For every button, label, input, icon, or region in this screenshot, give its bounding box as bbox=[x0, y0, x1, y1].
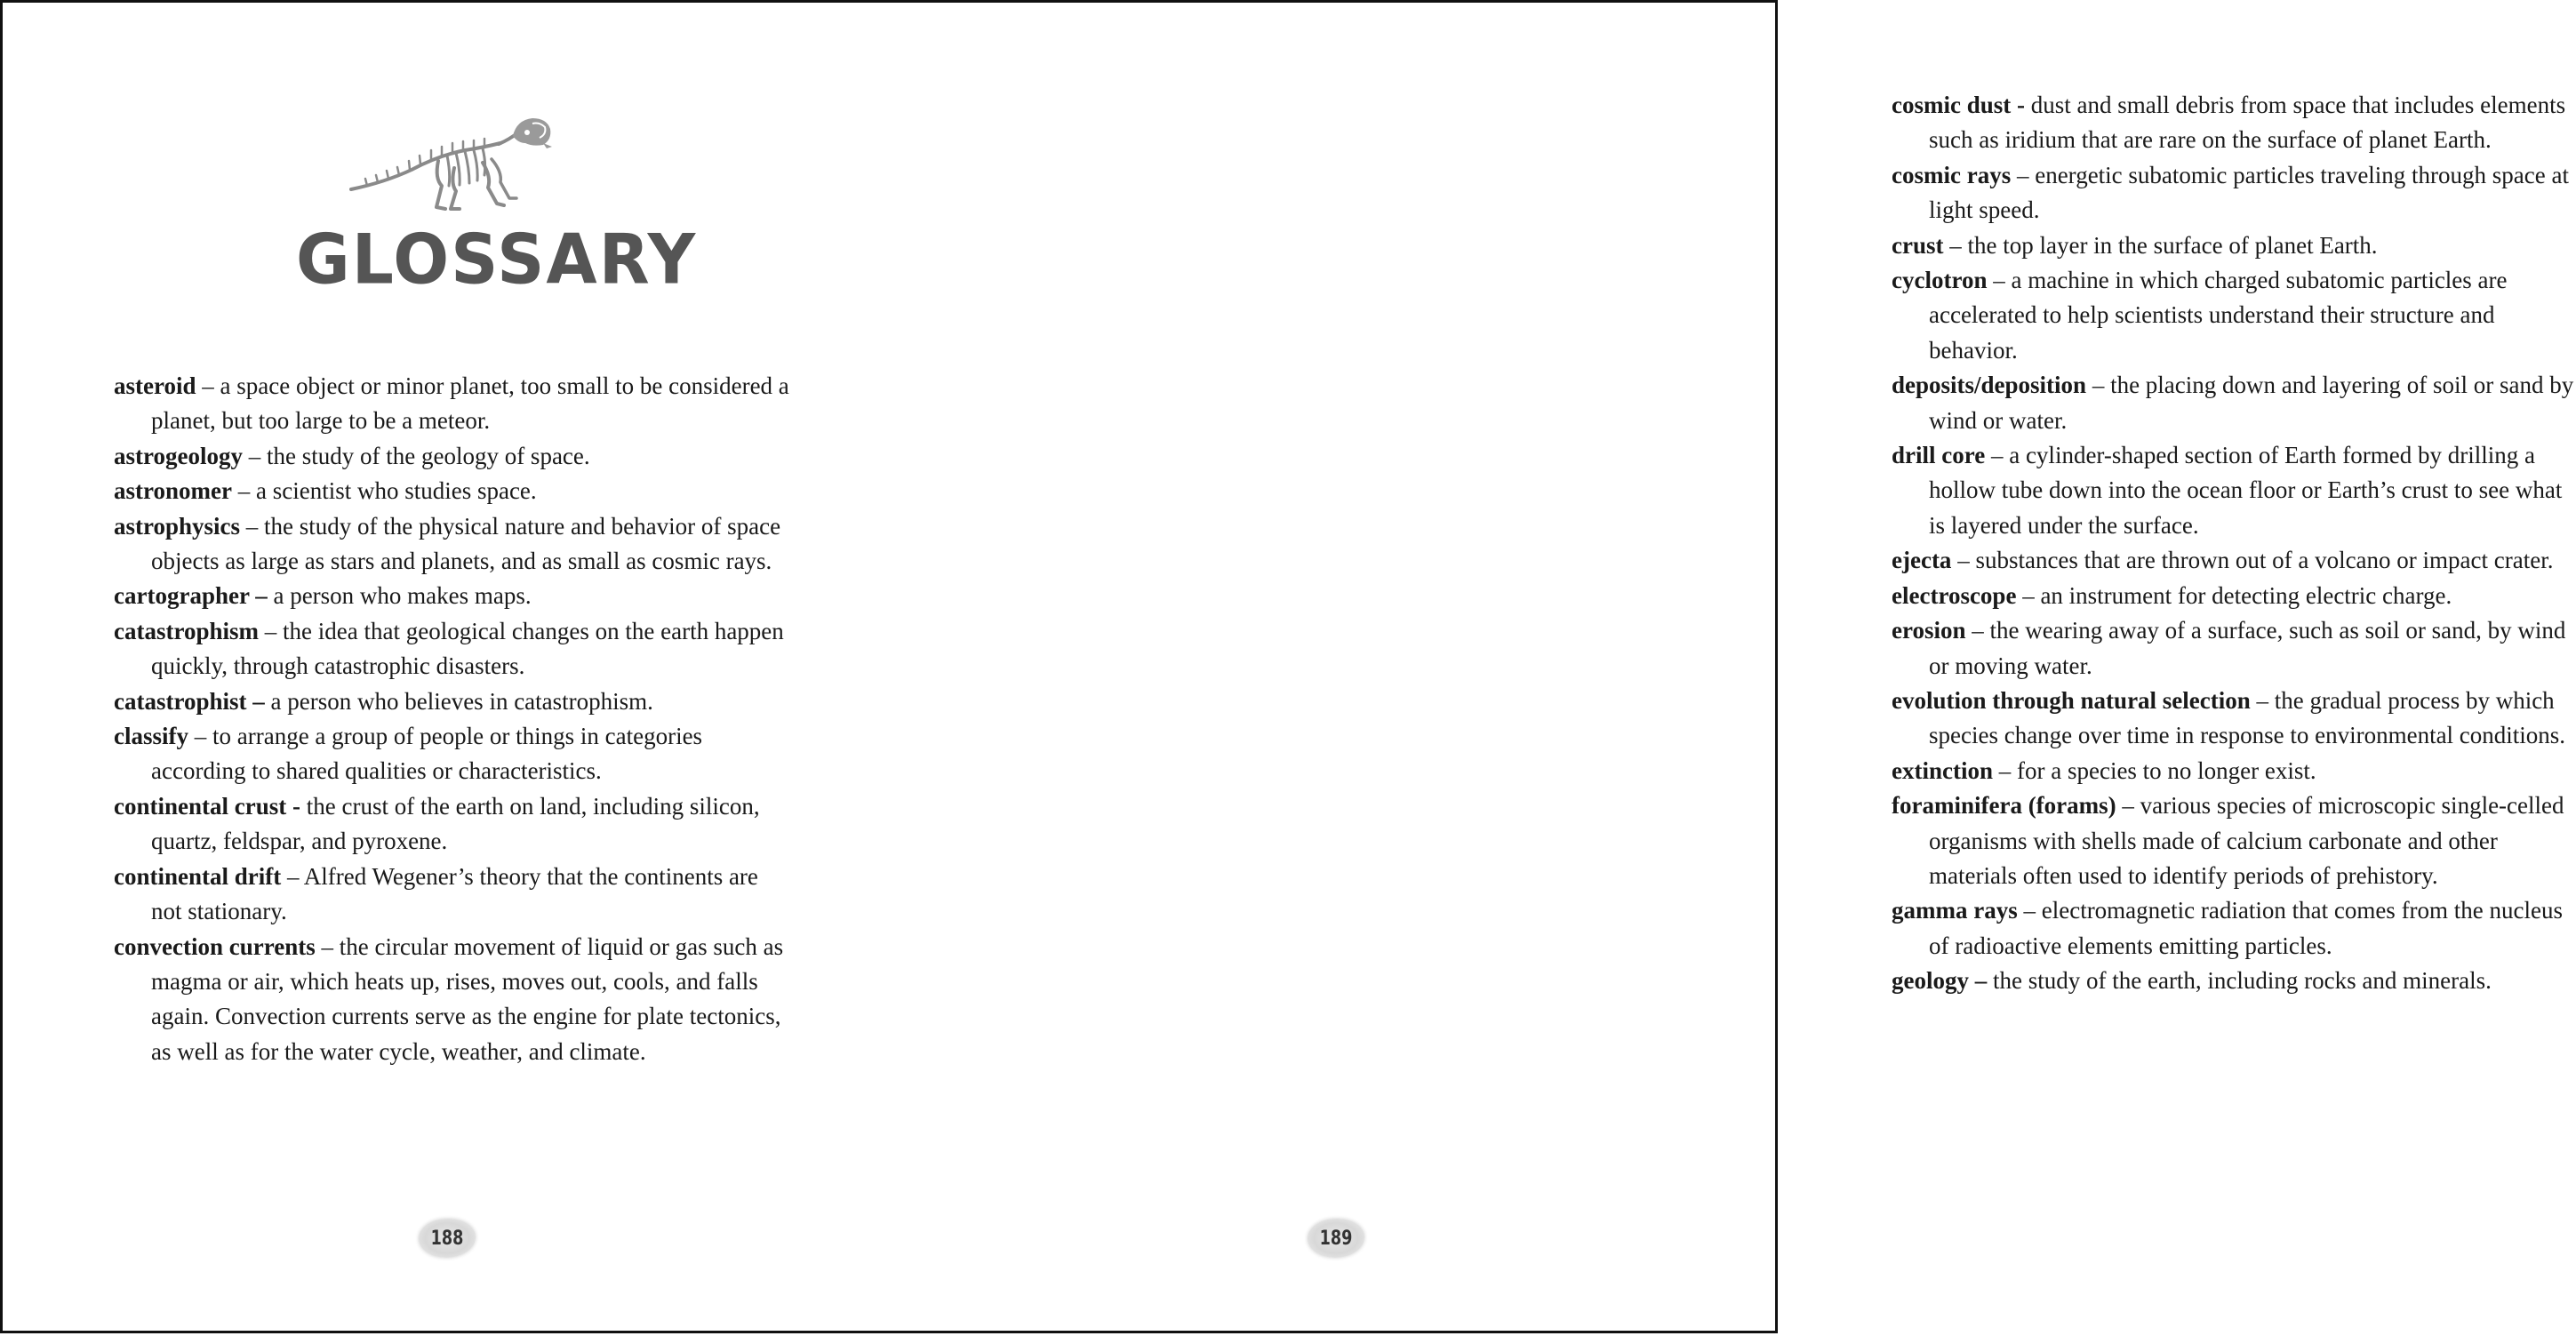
glossary-entry bbox=[114, 509, 789, 580]
entry-definition: the wearing away of a surface, such as soil or sand, by wind or moving water. bbox=[1929, 617, 2566, 679]
entry-term: evolution through natural selection bbox=[1892, 686, 2251, 714]
glossary-entry bbox=[1892, 158, 2576, 228]
glossary-list-right bbox=[1892, 88, 2576, 999]
entry-definition: a person who makes maps. bbox=[273, 582, 532, 610]
glossary-entry bbox=[114, 789, 789, 860]
entry-separator: – bbox=[2016, 581, 2041, 609]
entry-definition: the study of the geology of space. bbox=[266, 442, 590, 469]
glossary-entry bbox=[1892, 964, 2576, 998]
entry-definition: a scientist who studies space. bbox=[255, 477, 537, 505]
page-number-text: 188 bbox=[430, 1227, 464, 1250]
entry-term: crust bbox=[1892, 231, 1944, 259]
entry-separator: – bbox=[1965, 617, 1990, 644]
glossary-entry bbox=[114, 474, 789, 508]
entry-term: catastrophism bbox=[114, 617, 260, 644]
entry-separator bbox=[265, 688, 271, 715]
glossary-entry bbox=[1892, 88, 2576, 158]
page-number-text: 189 bbox=[1319, 1227, 1353, 1250]
glossary-entry bbox=[114, 930, 789, 1070]
entry-term: erosion bbox=[1892, 617, 1966, 644]
entry-definition: to arrange a group of people or things in categories according to shared qualities or characteristics. bbox=[151, 723, 703, 785]
entry-separator: – bbox=[1993, 756, 2017, 784]
entry-definition: for a species to no longer exist. bbox=[2017, 756, 2316, 784]
glossary-entry bbox=[114, 579, 789, 613]
entry-term: astrogeology bbox=[114, 442, 243, 469]
glossary-entry bbox=[1892, 754, 2576, 788]
entry-definition: the study of the earth, including rocks and minerals. bbox=[1993, 967, 2492, 995]
entry-separator: – bbox=[2116, 792, 2140, 820]
entry-separator: – bbox=[2086, 372, 2111, 399]
entry-separator: – bbox=[2250, 686, 2275, 714]
right-page bbox=[892, 3, 2574, 1336]
entry-separator: – bbox=[196, 372, 220, 399]
glossary-entry bbox=[114, 684, 789, 719]
glossary-entry bbox=[1892, 893, 2576, 964]
entry-definition: the gradual process by which species change over time in response to environmental conditions. bbox=[1929, 686, 2566, 749]
entry-term: drill core bbox=[1892, 442, 1986, 469]
glossary-list-left bbox=[114, 369, 789, 1069]
entry-separator: – bbox=[188, 723, 212, 750]
entry-term: gamma rays bbox=[1892, 897, 2018, 924]
entry-definition: various species of microscopic single-celled organisms with shells made of calcium carbonate and other materials often used to identify periods of prehistory. bbox=[1929, 792, 2564, 889]
entry-definition: the circular movement of liquid or gas such as magma or air, which heats up, rises, moves out, cools, and falls again. Convection currents serve as the engine for plate tectonics, as well as for the water cycle, weather, and climate. bbox=[151, 932, 784, 1065]
entry-definition: a machine in which charged subatomic particles are accelerated to help scientists understand their structure and behavior. bbox=[1929, 267, 2508, 364]
entry-separator bbox=[300, 793, 307, 820]
glossary-entry bbox=[1892, 228, 2576, 263]
entry-definition: the idea that geological changes on the earth happen quickly, through catastrophic disasters. bbox=[151, 617, 784, 680]
entry-term: convection currents bbox=[114, 932, 316, 960]
glossary-entry bbox=[114, 369, 789, 439]
entry-separator: – bbox=[315, 932, 340, 960]
glossary-entry bbox=[114, 439, 789, 474]
entry-separator: – bbox=[2011, 161, 2036, 188]
entry-separator: – bbox=[242, 442, 267, 469]
entry-separator bbox=[1987, 967, 1993, 994]
entry-definition: substances that are thrown out of a volcano or impact crater. bbox=[1975, 547, 2554, 574]
entry-separator: – bbox=[1951, 547, 1976, 574]
entry-definition: a space object or minor planet, too small to be considered a planet, but too large to be a meteor. bbox=[151, 372, 789, 435]
entry-separator: – bbox=[281, 862, 304, 890]
entry-separator: – bbox=[240, 512, 265, 540]
glossary-entry bbox=[1892, 368, 2576, 438]
entry-separator: – bbox=[2017, 897, 2042, 924]
glossary-entry bbox=[114, 614, 789, 684]
entry-term: extinction bbox=[1892, 756, 1993, 784]
entry-term: cyclotron bbox=[1892, 267, 1988, 294]
glossary-entry bbox=[1892, 684, 2576, 754]
page-number-right bbox=[1308, 1219, 1364, 1258]
entry-term: deposits/deposition bbox=[1892, 372, 2087, 399]
entry-definition: the study of the physical nature and behavior of space objects as large as stars and planets, and as small as cosmic rays. bbox=[151, 512, 781, 575]
entry-term: catastrophist – bbox=[114, 687, 265, 715]
entry-term: classify bbox=[114, 723, 188, 750]
entry-term: continental drift bbox=[114, 862, 282, 890]
glossary-entry bbox=[114, 719, 789, 789]
entry-definition: electromagnetic radiation that comes from the nucleus of radioactive elements emitting particles. bbox=[1929, 897, 2564, 959]
entry-definition: Alfred Wegener’s theory that the continents are not stationary. bbox=[151, 862, 758, 925]
entry-term: asteroid bbox=[114, 372, 196, 399]
entry-separator: – bbox=[259, 617, 284, 644]
glossary-title: GLOSSARY bbox=[296, 219, 698, 300]
entry-definition: the crust of the earth on land, including silicon, quartz, feldspar, and pyroxene. bbox=[151, 792, 760, 855]
entry-definition: a cylinder-shaped section of Earth formed by drilling a hollow tube down into the ocean floor or Earth’s crust to see what is layered under the surface. bbox=[1929, 442, 2563, 539]
dinosaur-skeleton-icon bbox=[349, 116, 554, 214]
glossary-entry bbox=[1892, 579, 2576, 613]
page-number-left bbox=[419, 1219, 476, 1258]
entry-definition: a person who believes in catastrophism. bbox=[270, 687, 653, 715]
glossary-entry bbox=[1892, 438, 2576, 543]
entry-definition: an instrument for detecting electric charge. bbox=[2040, 581, 2452, 609]
entry-definition: the placing down and layering of soil or sand by wind or water. bbox=[1929, 372, 2574, 434]
entry-term: foraminifera (forams) bbox=[1892, 792, 2116, 820]
entry-definition: dust and small debris from space that includes elements such as iridium that are rare on the surface of planet Earth. bbox=[1929, 92, 2566, 154]
left-page bbox=[3, 3, 892, 1336]
entry-separator bbox=[2025, 92, 2031, 118]
entry-definition: energetic subatomic particles traveling through space at light speed. bbox=[1929, 161, 2569, 224]
entry-term: cosmic dust - bbox=[1892, 92, 2025, 118]
entry-separator: – bbox=[1943, 231, 1968, 259]
entry-separator: – bbox=[1987, 267, 2012, 294]
entry-term: electroscope bbox=[1892, 581, 2017, 609]
glossary-entry bbox=[1892, 543, 2576, 578]
glossary-header bbox=[296, 116, 698, 303]
glossary-entry bbox=[1892, 788, 2576, 893]
entry-term: cartographer – bbox=[114, 582, 268, 610]
entry-separator: – bbox=[231, 477, 256, 505]
entry-term: cosmic rays bbox=[1892, 161, 2012, 188]
entry-term: ejecta bbox=[1892, 547, 1952, 574]
entry-term: astrophysics bbox=[114, 512, 241, 540]
entry-term: geology – bbox=[1892, 967, 1988, 995]
entry-term: astronomer bbox=[114, 477, 232, 505]
glossary-entry bbox=[1892, 613, 2576, 684]
glossary-entry bbox=[114, 860, 789, 930]
glossary-entry bbox=[1892, 263, 2576, 368]
entry-separator: – bbox=[1985, 442, 2010, 469]
entry-term: continental crust - bbox=[114, 792, 300, 820]
entry-definition: the top layer in the surface of planet Earth. bbox=[1967, 231, 2378, 259]
